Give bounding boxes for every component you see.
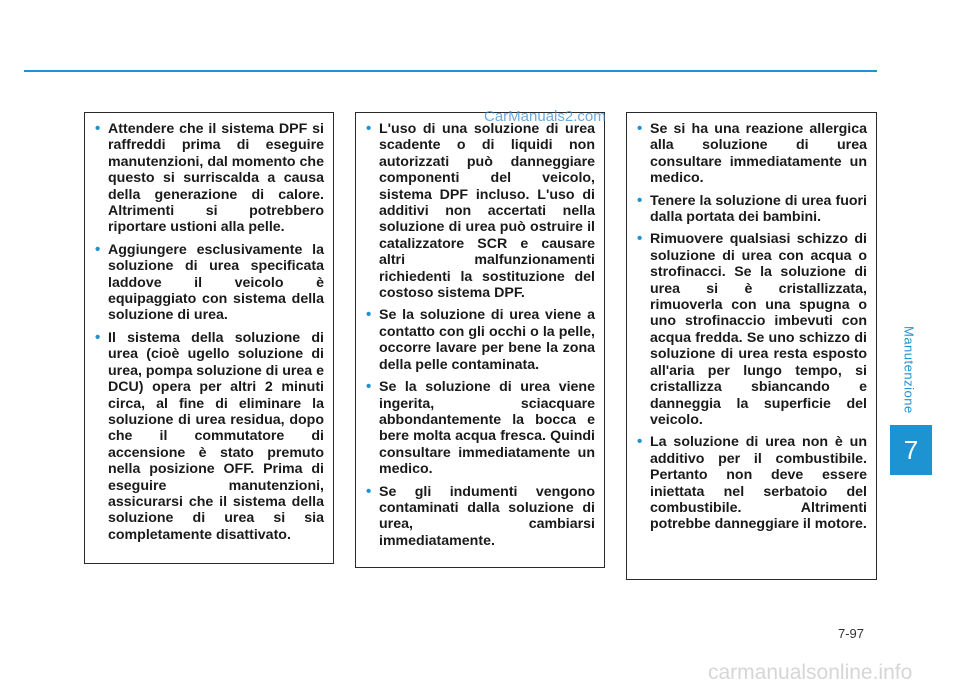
list-item: • Rimuovere qualsiasi schizzo di soluzione di urea con acqua o strofinacci. Se la soluzione di urea si è cristallizzata, rimuoverla con una spugna o uno strofinaccio imbevuti con acqua fredda. Se uno schizzo di soluzione di urea resta esposto all'aria per lungo tempo, si cristallizza sbiancando e danneggia la superficie del veicolo. — [636, 231, 867, 428]
watermark-bottom[interactable]: carmanualsonline.info — [708, 661, 913, 684]
warning-list-2 — [365, 121, 595, 549]
list-item: • Attendere che il sistema DPF si raffreddi prima di eseguire manutenzioni, dal momento che questo si surriscalda a causa della generazione di calore. Altrimenti si potrebbero riportare ustioni alla pelle. — [94, 121, 324, 236]
list-item: • Tenere la soluzione di urea fuori dalla portata dei bambini. — [636, 193, 867, 226]
warning-list-3 — [636, 121, 867, 533]
chapter-tab: 7 — [890, 425, 932, 475]
list-item: • Se gli indumenti vengono contaminati dalla soluzione di urea, cambiarsi immediatamente. — [365, 484, 595, 550]
page-number: 7-97 — [838, 626, 865, 641]
list-item: • Se la soluzione di urea viene a contatto con gli occhi o la pelle, occorre lavare per bene la zona della pelle contaminata. — [365, 307, 595, 373]
header-rule — [24, 70, 877, 72]
watermark-top[interactable]: CarManuals2.com — [484, 108, 606, 125]
warning-column-1 — [84, 112, 334, 564]
list-item: • Aggiungere esclusivamente la soluzione di urea specificata laddove il veicolo è equipaggiato con sistema della soluzione di urea. — [94, 242, 324, 324]
list-item: • L'uso di una soluzione di urea scadente o di liquidi non autorizzati può danneggiare componenti del veicolo, sistema DPF incluso. L'uso di additivi non accertati nella soluzione di urea può ostruire il catalizzatore SCR e causare altri malfunzionamenti richiedenti la sostituzione del costoso sistema DPF. — [365, 121, 595, 301]
list-item: • Se la soluzione di urea viene ingerita, sciacquare abbondantemente la bocca e bere molta acqua fresca. Quindi consultare immediatamente un medico. — [365, 379, 595, 477]
list-item: • Se si ha una reazione allergica alla soluzione di urea consultare immediatamente un medico. — [636, 121, 867, 187]
warning-column-2 — [355, 112, 605, 568]
list-item: • Il sistema della soluzione di urea (cioè ugello soluzione di urea, pompa soluzione di urea e DCU) opera per altri 2 minuti circa, al fine di eliminare la soluzione di urea residua, dopo che il commutatore di accensione è stato premuto nella posizione OFF. Prima di eseguire manutenzioni, assicurarsi che il sistema della soluzione di urea si sia completamente disattivato. — [94, 330, 324, 543]
warning-list-1 — [94, 121, 324, 543]
list-item: • La soluzione di urea non è un additivo per il combustibile. Pertanto non deve essere iniettata nel serbatoio del combustibile. Altrimenti potrebbe danneggiare il motore. — [636, 434, 867, 532]
warning-column-3 — [626, 112, 877, 580]
section-label: Manutenzione — [901, 326, 917, 414]
